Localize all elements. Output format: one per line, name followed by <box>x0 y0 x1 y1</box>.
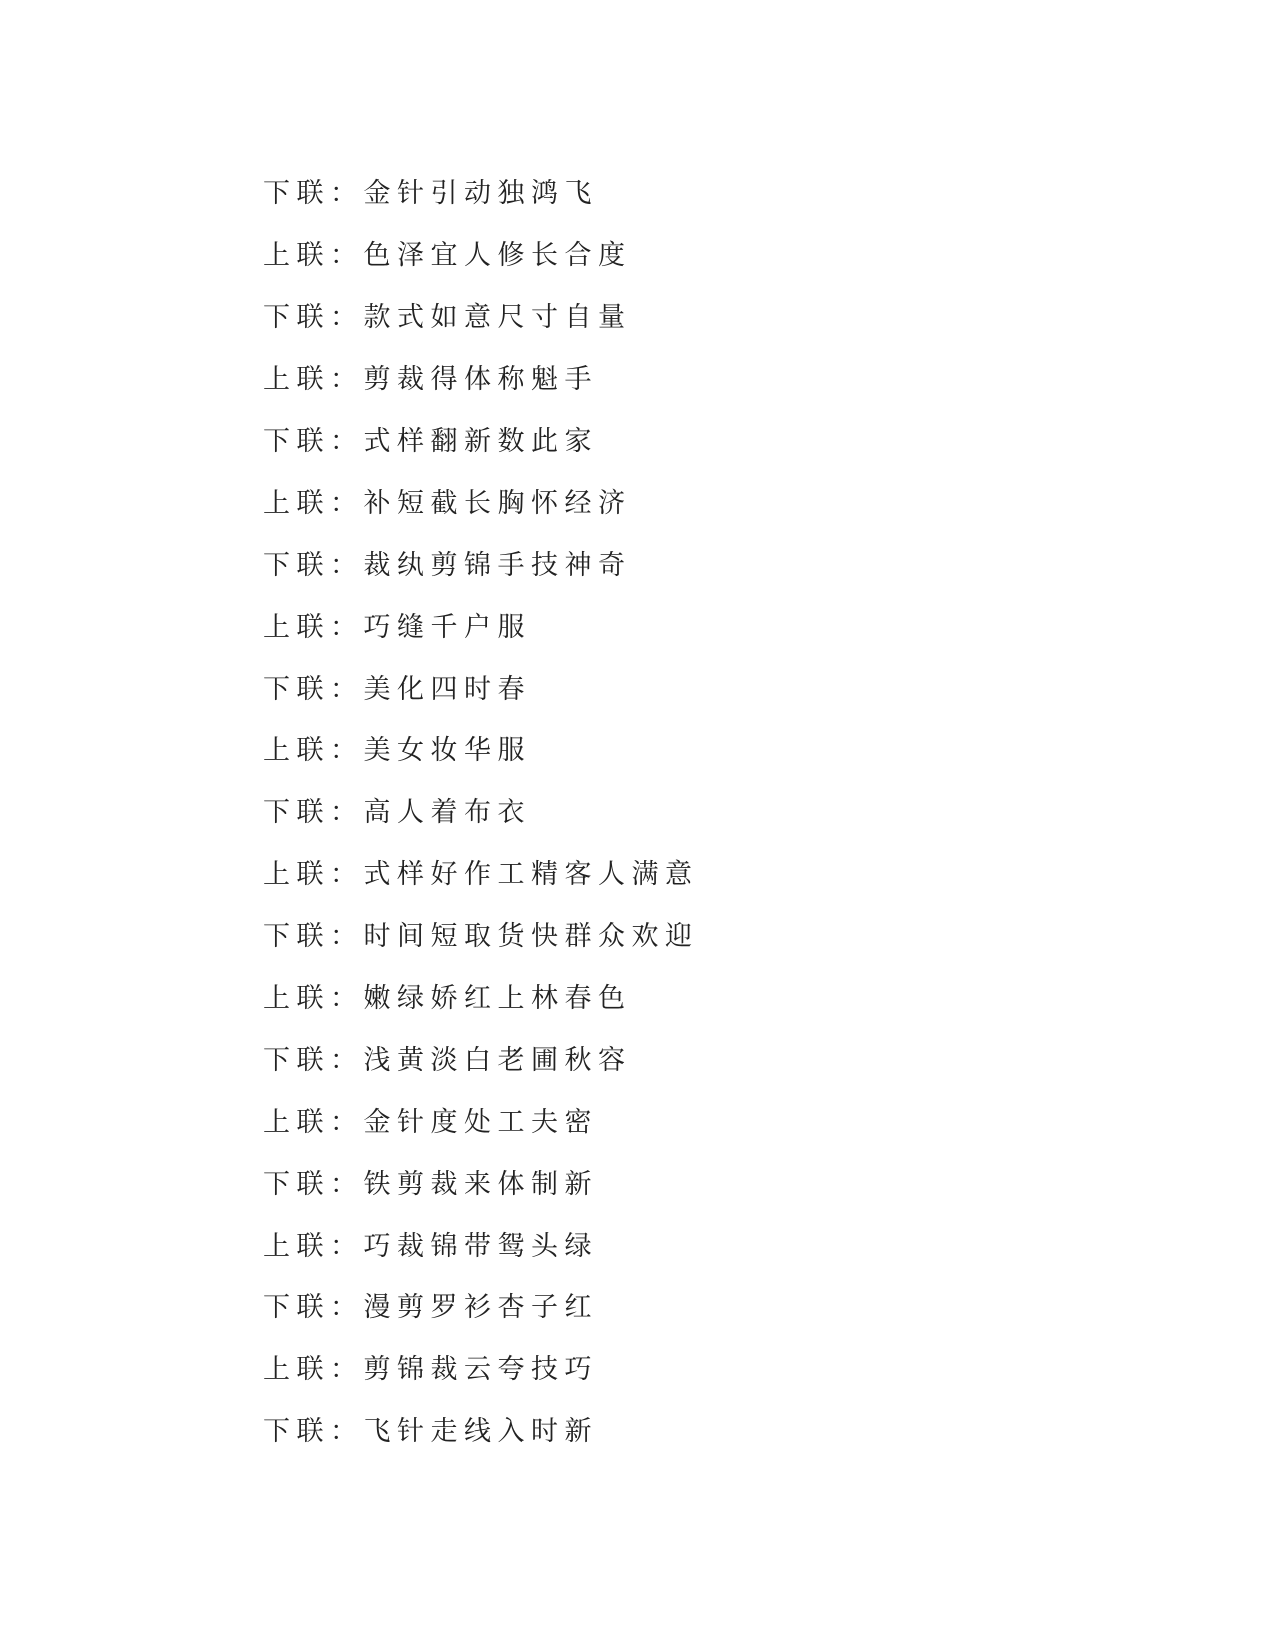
couplet-separator: ： <box>330 983 364 1015</box>
couplet-line <box>263 222 699 284</box>
couplet-separator: ： <box>330 1416 364 1448</box>
couplet-text: 式样好作工精客人满意 <box>363 859 699 891</box>
couplet-text: 巧裁锦带鸳头绿 <box>363 1230 598 1262</box>
couplet-separator: ： <box>330 797 364 829</box>
couplet-label: 下联 <box>263 921 330 953</box>
couplet-line <box>263 1212 699 1274</box>
couplet-line <box>263 779 699 841</box>
couplet-separator: ： <box>330 426 364 457</box>
couplet-line <box>263 160 699 222</box>
couplet-text: 裁纨剪锦手技神奇 <box>363 549 632 581</box>
couplet-text: 漫剪罗衫杏子红 <box>363 1292 598 1324</box>
couplet-line <box>263 284 699 346</box>
couplet-label: 上联 <box>263 1106 330 1138</box>
couplet-text: 巧缝千户服 <box>363 611 531 643</box>
couplet-separator: ： <box>330 1292 364 1324</box>
couplet-label: 下联 <box>263 1292 330 1324</box>
couplet-separator: ： <box>330 1168 364 1200</box>
couplet-line <box>263 655 699 717</box>
couplet-label: 下联 <box>263 549 330 581</box>
couplet-label: 下联 <box>263 1416 330 1448</box>
couplet-line <box>263 408 699 470</box>
couplet-separator: ： <box>330 1230 364 1262</box>
couplet-line <box>263 1274 699 1336</box>
couplet-text: 美化四时春 <box>363 673 531 705</box>
couplet-text: 色泽宜人修长合度 <box>363 240 632 272</box>
couplet-line <box>263 841 699 903</box>
couplet-text: 款式如意尺寸自量 <box>363 302 632 334</box>
couplet-label: 上联 <box>263 364 330 396</box>
couplet-separator: ： <box>330 1106 364 1138</box>
couplet-label: 下联 <box>263 178 330 210</box>
couplet-line <box>263 903 699 965</box>
couplet-label: 上联 <box>263 487 330 519</box>
couplet-label: 上联 <box>263 1354 330 1386</box>
couplet-label: 上联 <box>263 611 330 643</box>
couplet-separator: ： <box>330 1354 364 1386</box>
couplet-text: 剪锦裁云夸技巧 <box>363 1354 598 1386</box>
couplet-text: 嫩绿娇红上林春色 <box>363 983 632 1015</box>
couplet-label: 上联 <box>263 859 330 891</box>
couplet-label: 下联 <box>263 1044 330 1076</box>
couplet-text: 式样翻新数此家 <box>363 426 598 457</box>
couplet-label: 下联 <box>263 797 330 829</box>
couplet-text: 铁剪裁来体制新 <box>363 1168 598 1200</box>
couplet-separator: ： <box>330 302 364 334</box>
couplet-line <box>263 469 699 531</box>
couplet-list <box>263 160 699 1460</box>
couplet-separator: ： <box>330 611 364 643</box>
couplet-line <box>263 531 699 593</box>
couplet-text: 飞针走线入时新 <box>363 1416 598 1448</box>
couplet-line <box>263 1088 699 1150</box>
couplet-separator: ： <box>330 240 364 272</box>
couplet-separator: ： <box>330 859 364 891</box>
couplet-line <box>263 717 699 779</box>
couplet-text: 浅黄淡白老圃秋容 <box>363 1044 632 1076</box>
couplet-text: 金针度处工夫密 <box>363 1106 598 1138</box>
couplet-line <box>263 1150 699 1212</box>
couplet-separator: ： <box>330 549 364 581</box>
couplet-separator: ： <box>330 487 364 519</box>
couplet-text: 剪裁得体称魁手 <box>363 364 598 396</box>
couplet-label: 下联 <box>263 302 330 334</box>
couplet-label: 上联 <box>263 735 330 767</box>
couplet-separator: ： <box>330 1044 364 1076</box>
couplet-label: 下联 <box>263 1168 330 1200</box>
couplet-line <box>263 1398 699 1460</box>
couplet-separator: ： <box>330 673 364 705</box>
couplet-text: 高人着布衣 <box>363 797 531 829</box>
couplet-text: 时间短取货快群众欢迎 <box>363 921 699 953</box>
couplet-separator: ： <box>330 735 364 767</box>
couplet-text: 美女妆华服 <box>363 735 531 767</box>
couplet-label: 下联 <box>263 426 330 457</box>
couplet-line <box>263 1336 699 1398</box>
couplet-line <box>263 593 699 655</box>
couplet-label: 下联 <box>263 673 330 705</box>
couplet-text: 补短截长胸怀经济 <box>363 487 632 519</box>
couplet-line <box>263 1026 699 1088</box>
couplet-text: 金针引动独鸿飞 <box>363 178 598 210</box>
couplet-separator: ： <box>330 178 364 210</box>
couplet-label: 上联 <box>263 983 330 1015</box>
couplet-separator: ： <box>330 921 364 953</box>
couplet-line <box>263 346 699 408</box>
couplet-label: 上联 <box>263 1230 330 1262</box>
couplet-label: 上联 <box>263 240 330 272</box>
couplet-line <box>263 965 699 1027</box>
couplet-separator: ： <box>330 364 364 396</box>
